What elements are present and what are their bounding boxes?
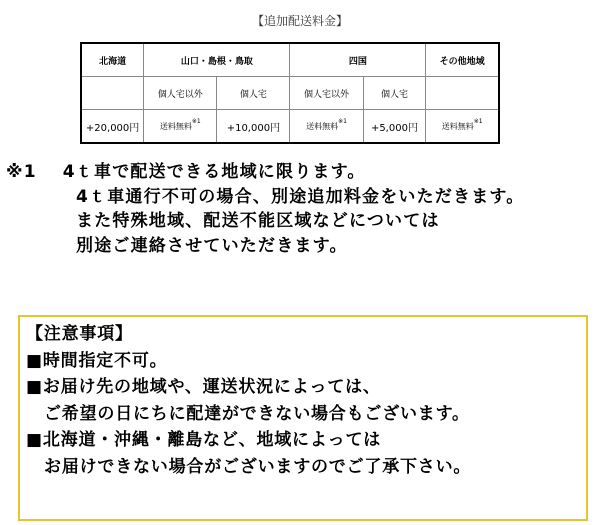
- price-hokkaido: +20,000円: [81, 110, 144, 144]
- table-header-row: [81, 43, 499, 77]
- header-other: その他地域: [426, 43, 499, 77]
- price-shikoku-non-residential: [290, 110, 363, 144]
- header-shikoku: 四国: [290, 43, 426, 77]
- header-hokkaido: 北海道: [81, 43, 144, 77]
- caution-item-2: ■お届け先の地域や、運送状況によっては、: [26, 377, 381, 397]
- subheader-shikoku-non-residential: 個人宅以外: [290, 77, 363, 110]
- free-shipping-label: 送料無料: [306, 121, 339, 131]
- fee-table-title: 【追加配送料金】: [251, 14, 348, 28]
- subheader-chugoku-residential: 個人宅: [217, 77, 290, 110]
- footnote-block: [6, 160, 524, 258]
- table-price-row: [81, 110, 499, 144]
- caution-item-3-cont: お届けできない場合がございますのでご了承下さい。: [44, 456, 472, 477]
- footnote-line-2: 4ｔ車通行不可の場合、別途追加料金をいただきます。: [76, 186, 525, 207]
- caution-heading: 【注意事項】: [26, 324, 133, 344]
- price-shikoku-residential: +5,000円: [363, 110, 426, 144]
- header-chugoku: 山口・島根・鳥取: [144, 43, 290, 77]
- caution-item-2-cont: ご希望の日にちに配達ができない場合もございます。: [44, 403, 470, 424]
- caution-box: [18, 315, 588, 521]
- note-mark: ※1: [338, 117, 347, 125]
- table-subheader-row: [81, 77, 499, 110]
- price-chugoku-non-residential: [144, 110, 217, 144]
- free-shipping-label: 送料無料: [159, 121, 192, 131]
- price-chugoku-residential: +10,000円: [217, 110, 290, 144]
- subheader-empty-other: [426, 77, 499, 110]
- note-mark: ※1: [191, 117, 201, 125]
- caution-item-3: ■北海道・沖縄・離島など、地域によっては: [26, 430, 382, 450]
- free-shipping-label: 送料無料: [441, 121, 474, 131]
- footnote-line-1: [6, 160, 524, 185]
- footnote-text-1: 4ｔ車で配送できる地域に限ります。: [62, 162, 366, 182]
- footnote-line-4: 別途ご連絡させていただきます。: [76, 235, 348, 256]
- note-mark: ※1: [473, 117, 483, 125]
- subheader-chugoku-non-residential: 個人宅以外: [144, 77, 217, 110]
- caution-content: [26, 321, 471, 480]
- additional-shipping-fee-table: [80, 42, 500, 144]
- footnote-line-3: また特殊地域、配送不能区域などについては: [76, 211, 440, 231]
- footnote-mark: ※1: [6, 162, 37, 182]
- price-other: [426, 110, 499, 144]
- subheader-shikoku-residential: 個人宅: [363, 77, 426, 110]
- subheader-empty-hokkaido: [81, 77, 144, 110]
- caution-item-1: ■時間指定不可。: [26, 350, 168, 371]
